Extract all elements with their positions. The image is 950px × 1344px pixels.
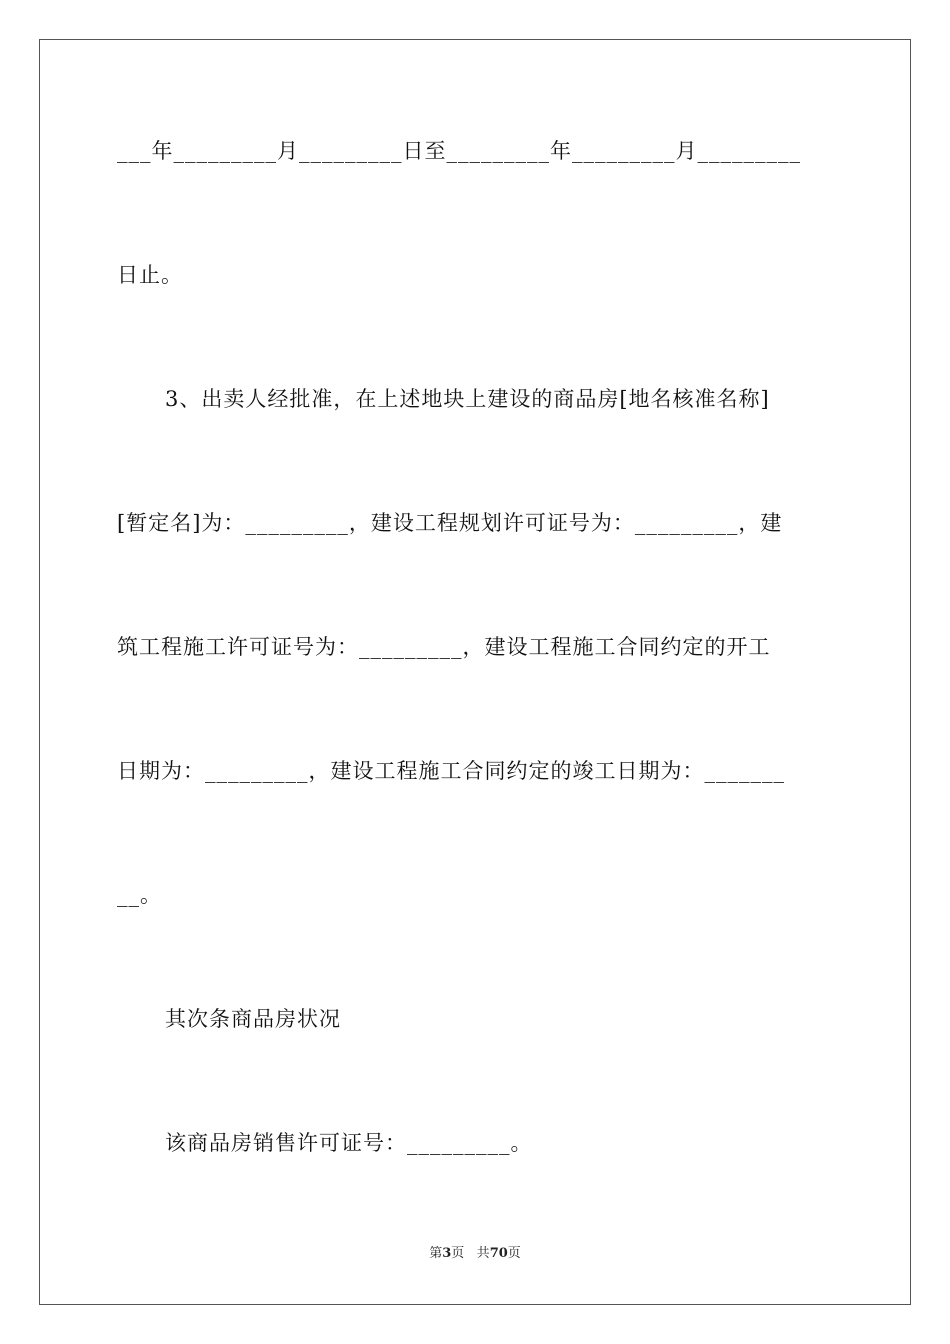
footer-page-number: 3	[442, 1246, 452, 1261]
text-line-6: 日期为：_________，建设工程施工合同约定的竣工日期为：_______	[117, 759, 785, 783]
footer-prefix: 第	[429, 1246, 443, 1261]
footer-total-unit: 页	[507, 1246, 521, 1261]
text-line-7: __。	[117, 883, 162, 907]
page-footer	[0, 1246, 950, 1262]
text-line-9: 该商品房销售许可证号：_________。	[165, 1131, 533, 1155]
page-border	[39, 39, 911, 1305]
text-line-3: 3、出卖人经批准，在上述地块上建设的商品房[地名核准名称]	[165, 387, 770, 411]
text-line-1: ___年_________月_________日至_________年_________月_________	[117, 139, 801, 163]
text-line-4: [暂定名]为：_________，建设工程规划许可证号为：_________，建	[117, 511, 783, 535]
text-line-5: 筑工程施工许可证号为：_________，建设工程施工合同约定的开工	[117, 635, 771, 659]
section-heading: 其次条商品房状况	[165, 1007, 341, 1031]
footer-total-prefix: 共	[476, 1246, 490, 1261]
footer-page-unit: 页	[451, 1246, 465, 1261]
text-line-2: 日止。	[117, 263, 183, 287]
footer-total-pages: 70	[489, 1246, 508, 1261]
